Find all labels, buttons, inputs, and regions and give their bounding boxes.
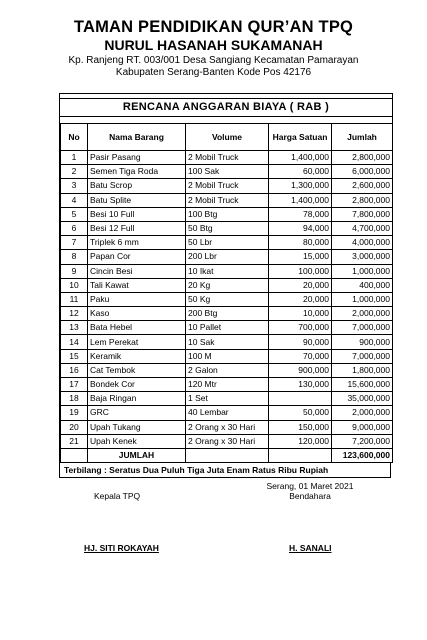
cell-volume: 40 Lembar: [186, 406, 269, 420]
table-row: [61, 278, 393, 292]
col-header-harga-satuan: Harga Satuan: [269, 124, 332, 151]
cell-no: 18: [61, 392, 88, 406]
cell-jumlah: 2,600,000: [332, 179, 393, 193]
cell-jumlah: 15,600,000: [332, 378, 393, 392]
table-row: [61, 321, 393, 335]
cell-volume: 10 Pallet: [186, 321, 269, 335]
cell-nama-barang: Cincin Besi: [88, 264, 186, 278]
terbilang-text: Terbilang : Seratus Dua Puluh Tiga Juta Enam Ratus Ribu Rupiah: [59, 463, 391, 478]
table-row: [61, 207, 393, 221]
col-header-no: No: [61, 124, 88, 151]
cell-no: 21: [61, 434, 88, 448]
cell-volume: 200 Lbr: [186, 250, 269, 264]
cell-no: 12: [61, 307, 88, 321]
cell-no: 19: [61, 406, 88, 420]
cell-volume: 2 Mobil Truck: [186, 151, 269, 165]
cell-volume: 100 Sak: [186, 165, 269, 179]
cell-harga-satuan: 78,000: [269, 207, 332, 221]
table-row: [61, 434, 393, 448]
cell-no: 16: [61, 363, 88, 377]
right-role: Bendahara: [289, 491, 331, 501]
cell-no: 15: [61, 349, 88, 363]
cell-volume: 1 Set: [186, 392, 269, 406]
signature-right-block: [255, 481, 365, 501]
cell-no: 14: [61, 335, 88, 349]
cell-volume: 50 Lbr: [186, 236, 269, 250]
cell-harga-satuan: 15,000: [269, 250, 332, 264]
cell-nama-barang: Batu Scrop: [88, 179, 186, 193]
cell-jumlah: 6,000,000: [332, 165, 393, 179]
cell-no: 10: [61, 278, 88, 292]
cell-nama-barang: Upah Tukang: [88, 420, 186, 434]
cell-jumlah: 1,800,000: [332, 363, 393, 377]
cell-harga-satuan: 10,000: [269, 307, 332, 321]
cell-volume: 2 Galon: [186, 363, 269, 377]
cell-volume: 2 Mobil Truck: [186, 193, 269, 207]
cell-jumlah: 2,000,000: [332, 406, 393, 420]
cell-jumlah: 7,000,000: [332, 321, 393, 335]
cell-no: 13: [61, 321, 88, 335]
cell-no: 2: [61, 165, 88, 179]
cell-no: 20: [61, 420, 88, 434]
left-signatory-name: HJ. SITI ROKAYAH: [84, 543, 159, 553]
rab-sheet: [59, 93, 393, 463]
left-role: Kepala TPQ: [94, 491, 141, 501]
cell-nama-barang: Lem Perekat: [88, 335, 186, 349]
table-row: [61, 363, 393, 377]
cell-nama-barang: Bata Hebel: [88, 321, 186, 335]
cell-volume: 50 Btg: [186, 221, 269, 235]
cell-jumlah: 2,800,000: [332, 193, 393, 207]
table-row: [61, 193, 393, 207]
cell-nama-barang: Baja Ringan: [88, 392, 186, 406]
cell-nama-barang: Semen Tiga Roda: [88, 165, 186, 179]
total-blank-cell: [61, 448, 88, 462]
total-value: 123,600,000: [332, 448, 393, 462]
cell-volume: 200 Btg: [186, 307, 269, 321]
terbilang-container: [59, 463, 391, 478]
cell-harga-satuan: 50,000: [269, 406, 332, 420]
cell-volume: 2 Orang x 30 Hari: [186, 420, 269, 434]
cell-harga-satuan: 100,000: [269, 264, 332, 278]
cell-nama-barang: Bondek Cor: [88, 378, 186, 392]
table-row: [61, 151, 393, 165]
table-body: [61, 151, 393, 449]
cell-volume: 50 Kg: [186, 292, 269, 306]
cell-jumlah: 3,000,000: [332, 250, 393, 264]
total-blank-volume: [186, 448, 269, 462]
cell-harga-satuan: 700,000: [269, 321, 332, 335]
cell-volume: 10 Sak: [186, 335, 269, 349]
cell-nama-barang: GRC: [88, 406, 186, 420]
cell-harga-satuan: 70,000: [269, 349, 332, 363]
cell-nama-barang: Tali Kawat: [88, 278, 186, 292]
cell-nama-barang: Cat Tembok: [88, 363, 186, 377]
cell-harga-satuan: 20,000: [269, 292, 332, 306]
cell-nama-barang: Besi 10 Full: [88, 207, 186, 221]
right-signatory-name: H. SANALI: [289, 543, 332, 553]
cell-harga-satuan: 1,400,000: [269, 151, 332, 165]
table-row: [61, 165, 393, 179]
address-line-2: Kabupaten Serang-Banten Kode Pos 42176: [115, 67, 312, 78]
cell-nama-barang: Batu Splite: [88, 193, 186, 207]
cell-nama-barang: Papan Cor: [88, 250, 186, 264]
document-title: RENCANA ANGGARAN BIAYA ( RAB ): [60, 99, 392, 117]
cell-harga-satuan: 150,000: [269, 420, 332, 434]
table-row: [61, 179, 393, 193]
cell-jumlah: 1,000,000: [332, 292, 393, 306]
cell-harga-satuan: 80,000: [269, 236, 332, 250]
table-row: [61, 335, 393, 349]
table-header-row: [61, 124, 393, 151]
table-row: [61, 392, 393, 406]
cell-jumlah: 4,700,000: [332, 221, 393, 235]
cell-jumlah: 7,800,000: [332, 207, 393, 221]
cell-harga-satuan: 130,000: [269, 378, 332, 392]
cell-jumlah: 7,000,000: [332, 349, 393, 363]
table-row: [61, 307, 393, 321]
cell-harga-satuan: 90,000: [269, 335, 332, 349]
letterhead: [0, 18, 427, 79]
cell-no: 8: [61, 250, 88, 264]
cell-harga-satuan: 1,400,000: [269, 193, 332, 207]
cell-no: 1: [61, 151, 88, 165]
cell-jumlah: 35,000,000: [332, 392, 393, 406]
cell-harga-satuan: 60,000: [269, 165, 332, 179]
cell-harga-satuan: 120,000: [269, 434, 332, 448]
col-header-nama-barang: Nama Barang: [88, 124, 186, 151]
cell-harga-satuan: [269, 392, 332, 406]
table-row: [61, 292, 393, 306]
cell-nama-barang: Kaso: [88, 307, 186, 321]
cell-no: 6: [61, 221, 88, 235]
cell-harga-satuan: 1,300,000: [269, 179, 332, 193]
table-row: [61, 250, 393, 264]
cell-harga-satuan: 20,000: [269, 278, 332, 292]
cell-volume: 10 Ikat: [186, 264, 269, 278]
cell-volume: 100 Btg: [186, 207, 269, 221]
institution-subtitle: NURUL HASANAH SUKAMANAH: [104, 37, 323, 53]
budget-table: [60, 123, 393, 463]
cell-jumlah: 900,000: [332, 335, 393, 349]
cell-harga-satuan: 900,000: [269, 363, 332, 377]
cell-nama-barang: Paku: [88, 292, 186, 306]
cell-no: 9: [61, 264, 88, 278]
place-date: Serang, 01 Maret 2021: [266, 481, 354, 491]
total-blank-harga: [269, 448, 332, 462]
address-line-1: Kp. Ranjeng RT. 003/001 Desa Sangiang Kecamatan Pamarayan: [68, 55, 359, 66]
total-label: JUMLAH: [88, 448, 186, 462]
table-row: [61, 236, 393, 250]
cell-no: 11: [61, 292, 88, 306]
cell-no: 7: [61, 236, 88, 250]
cell-nama-barang: Keramik: [88, 349, 186, 363]
cell-jumlah: 9,000,000: [332, 420, 393, 434]
cell-nama-barang: Besi 12 Full: [88, 221, 186, 235]
cell-nama-barang: Triplek 6 mm: [88, 236, 186, 250]
cell-no: 4: [61, 193, 88, 207]
cell-jumlah: 4,000,000: [332, 236, 393, 250]
col-header-jumlah: Jumlah: [332, 124, 393, 151]
cell-jumlah: 400,000: [332, 278, 393, 292]
cell-jumlah: 1,000,000: [332, 264, 393, 278]
cell-nama-barang: Pasir Pasang: [88, 151, 186, 165]
cell-nama-barang: Upah Kenek: [88, 434, 186, 448]
cell-volume: 2 Orang x 30 Hari: [186, 434, 269, 448]
total-row: [61, 448, 393, 462]
cell-jumlah: 2,000,000: [332, 307, 393, 321]
cell-no: 5: [61, 207, 88, 221]
cell-harga-satuan: 94,000: [269, 221, 332, 235]
table-row: [61, 221, 393, 235]
institution-title: TAMAN PENDIDIKAN QUR’AN TPQ: [73, 18, 354, 36]
cell-volume: 20 Kg: [186, 278, 269, 292]
table-row: [61, 406, 393, 420]
table-row: [61, 264, 393, 278]
cell-jumlah: 2,800,000: [332, 151, 393, 165]
col-header-volume: Volume: [186, 124, 269, 151]
table-row: [61, 378, 393, 392]
cell-no: 17: [61, 378, 88, 392]
table-row: [61, 349, 393, 363]
cell-volume: 120 Mtr: [186, 378, 269, 392]
cell-volume: 2 Mobil Truck: [186, 179, 269, 193]
cell-no: 3: [61, 179, 88, 193]
table-row: [61, 420, 393, 434]
cell-volume: 100 M: [186, 349, 269, 363]
cell-jumlah: 7,200,000: [332, 434, 393, 448]
